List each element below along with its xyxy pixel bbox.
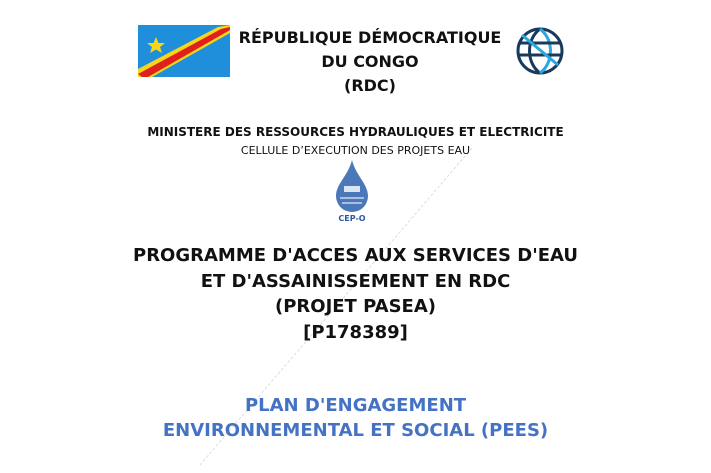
country-line-2: DU CONGO xyxy=(321,52,419,71)
programme-title xyxy=(0,243,711,345)
programme-line-3: (PROJET PASEA) xyxy=(274,296,436,317)
document-title-line-2: ENVIRONNEMENTAL ET SOCIAL (PEES) xyxy=(162,420,549,441)
country-line-1: RÉPUBLIQUE DÉMOCRATIQUE xyxy=(238,28,502,47)
project-id: [P178389] xyxy=(303,321,408,343)
ministry-name: MINISTERE DES RESSOURCES HYDRAULIQUES ET ELECTRICITE xyxy=(147,125,564,139)
document-title xyxy=(0,393,711,443)
cep-o-logo xyxy=(330,158,374,224)
logo-caption: CEP-O xyxy=(338,214,366,223)
water-drop-icon xyxy=(330,158,374,212)
cellule-name: CELLULE D’EXECUTION DES PROJETS EAU xyxy=(240,144,471,157)
country-title xyxy=(232,26,508,98)
drc-flag xyxy=(138,25,230,77)
world-bank-globe-logo xyxy=(514,25,566,77)
programme-line-2: ET D'ASSAINISSEMENT EN RDC xyxy=(200,270,511,292)
document-title-line-1: PLAN D'ENGAGEMENT xyxy=(244,395,467,416)
country-line-3: (RDC) xyxy=(344,76,396,95)
programme-line-1: PROGRAMME D'ACCES AUX SERVICES D'EAU xyxy=(133,245,578,266)
